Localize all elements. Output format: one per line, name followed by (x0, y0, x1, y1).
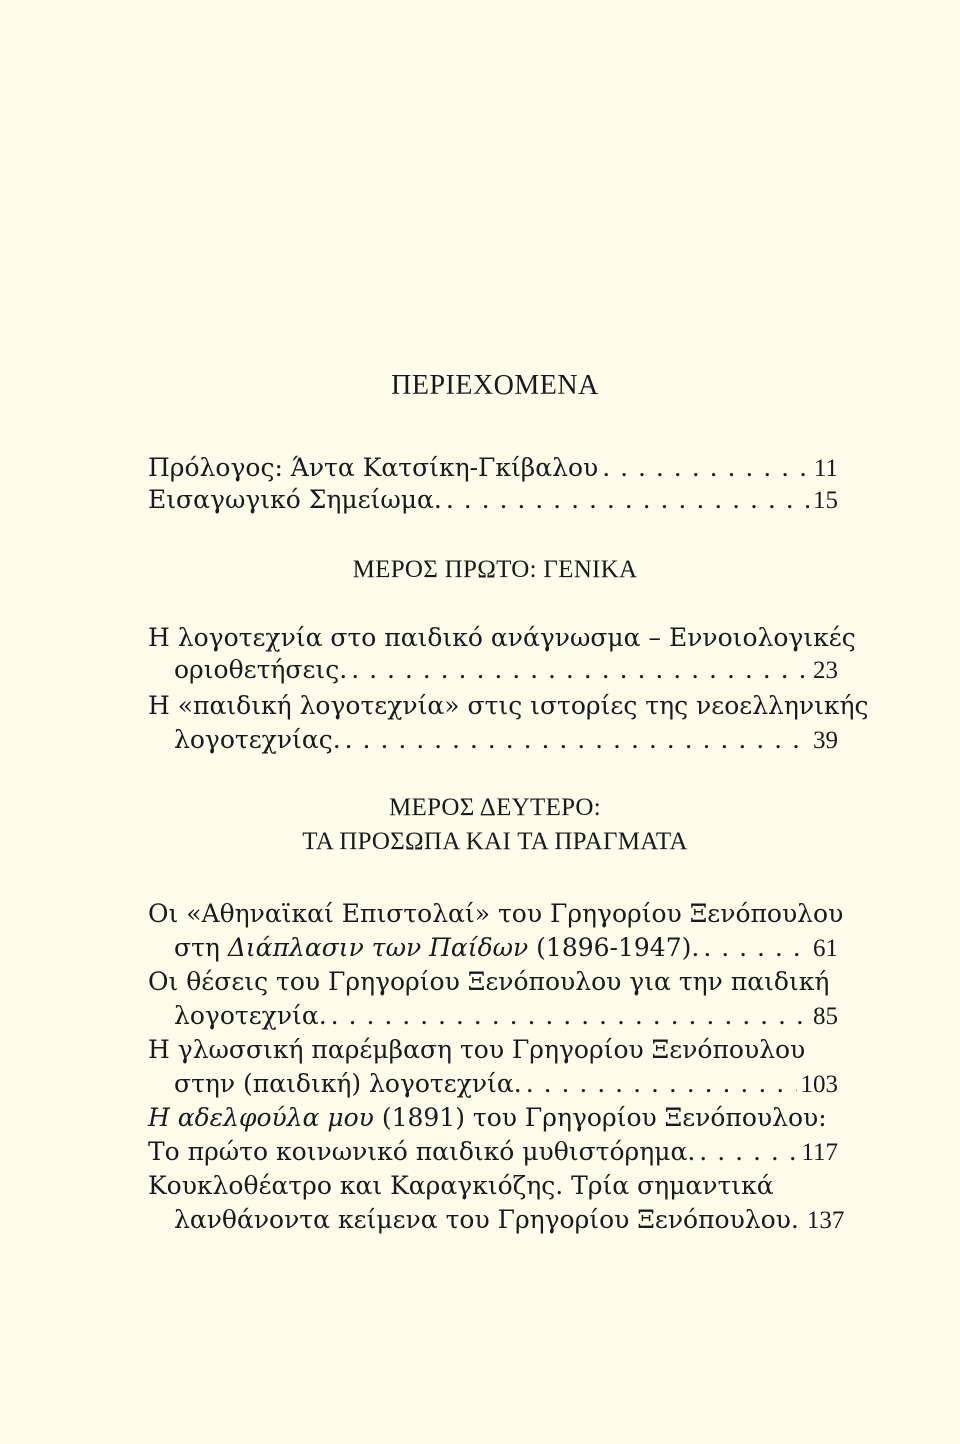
toc-page-number: 23 (813, 657, 838, 684)
toc-entry-text: Η λογοτεχνία στο παιδικό ανάγνωσμα – Εννοιολογικές (148, 623, 856, 652)
toc-entry-text: οριοθετήσεις. (174, 655, 348, 684)
toc-entry-line[interactable] (174, 650, 838, 690)
toc-entry-text: Η γλωσσική παρέμβαση του Γρηγορίου Ξενόπουλου (148, 1035, 806, 1064)
toc-entry-text: Κουκλοθέατρο και Καραγκιόζης. Τρία σημαντικά (148, 1171, 774, 1200)
toc-entry-text: Οι θέσεις του Γρηγορίου Ξενόπουλου για την παιδική (148, 967, 830, 996)
toc-entry-text: λανθάνοντα κείμενα του Γρηγορίου Ξενόπουλου. (174, 1205, 799, 1234)
toc-entry-line[interactable] (174, 720, 838, 760)
toc-page-number: 137 (806, 1207, 845, 1234)
leader-dots (442, 480, 809, 520)
page-title: ΠΕΡΙΕΧΟΜΕΝΑ (391, 370, 599, 401)
text-fragment: στη (174, 933, 228, 962)
toc-page-number: 61 (813, 935, 838, 962)
text-fragment: (1891) του Γρηγορίου Ξενόπουλου: (373, 1103, 827, 1132)
toc-entry-text: στην (παιδική) λογοτεχνία. (174, 1069, 522, 1098)
toc-entry-text: Εισαγωγικό Σημείωμα. (148, 485, 442, 514)
novel-title: Η αδελφούλα μου (148, 1103, 374, 1132)
toc-page-number: 11 (813, 455, 838, 482)
text-fragment: (1896-1947). (528, 933, 700, 962)
leader-dots (341, 720, 809, 760)
toc-page-number: 39 (813, 727, 838, 754)
toc-page-number: 15 (813, 487, 838, 514)
toc-page-number: 117 (801, 1139, 838, 1166)
toc-entry-line[interactable] (174, 1200, 845, 1240)
toc-entry-text: Το πρώτο κοινωνικό παιδικό μυθιστόρημα. (148, 1137, 696, 1166)
part-two-heading: ΜΕΡΟΣ ΔΕΥΤΕΡΟ: (389, 794, 601, 821)
part-one-heading: ΜΕΡΟΣ ΠΡΩΤΟ: ΓΕΝΙΚΑ (352, 556, 638, 583)
toc-entry-text: λογοτεχνία. (174, 1001, 327, 1030)
toc-page-number: 85 (813, 1003, 838, 1030)
toc-entry-text: λογοτεχνίας. (174, 725, 341, 754)
part-two-subheading: ΤΑ ΠΡΟΣΩΠΑ ΚΑΙ ΤΑ ΠΡΑΓΜΑΤΑ (302, 828, 688, 855)
toc-page-number: 103 (800, 1071, 838, 1098)
toc-entry-text: Η «παιδική λογοτεχνία» στις ιστορίες της νεοελληνικής (148, 691, 869, 720)
toc-entry-introduction[interactable] (148, 480, 838, 520)
toc-entry-text: Οι «Αθηναϊκαί Επιστολαί» του Γρηγορίου Ξενόπουλου (148, 899, 844, 928)
toc-entry-text: Πρόλογος: Άντα Κατσίκη-Γκίβαλου (148, 453, 599, 482)
periodical-title: Διάπλασιν των Παίδων (227, 933, 529, 962)
leader-dots (347, 650, 809, 690)
